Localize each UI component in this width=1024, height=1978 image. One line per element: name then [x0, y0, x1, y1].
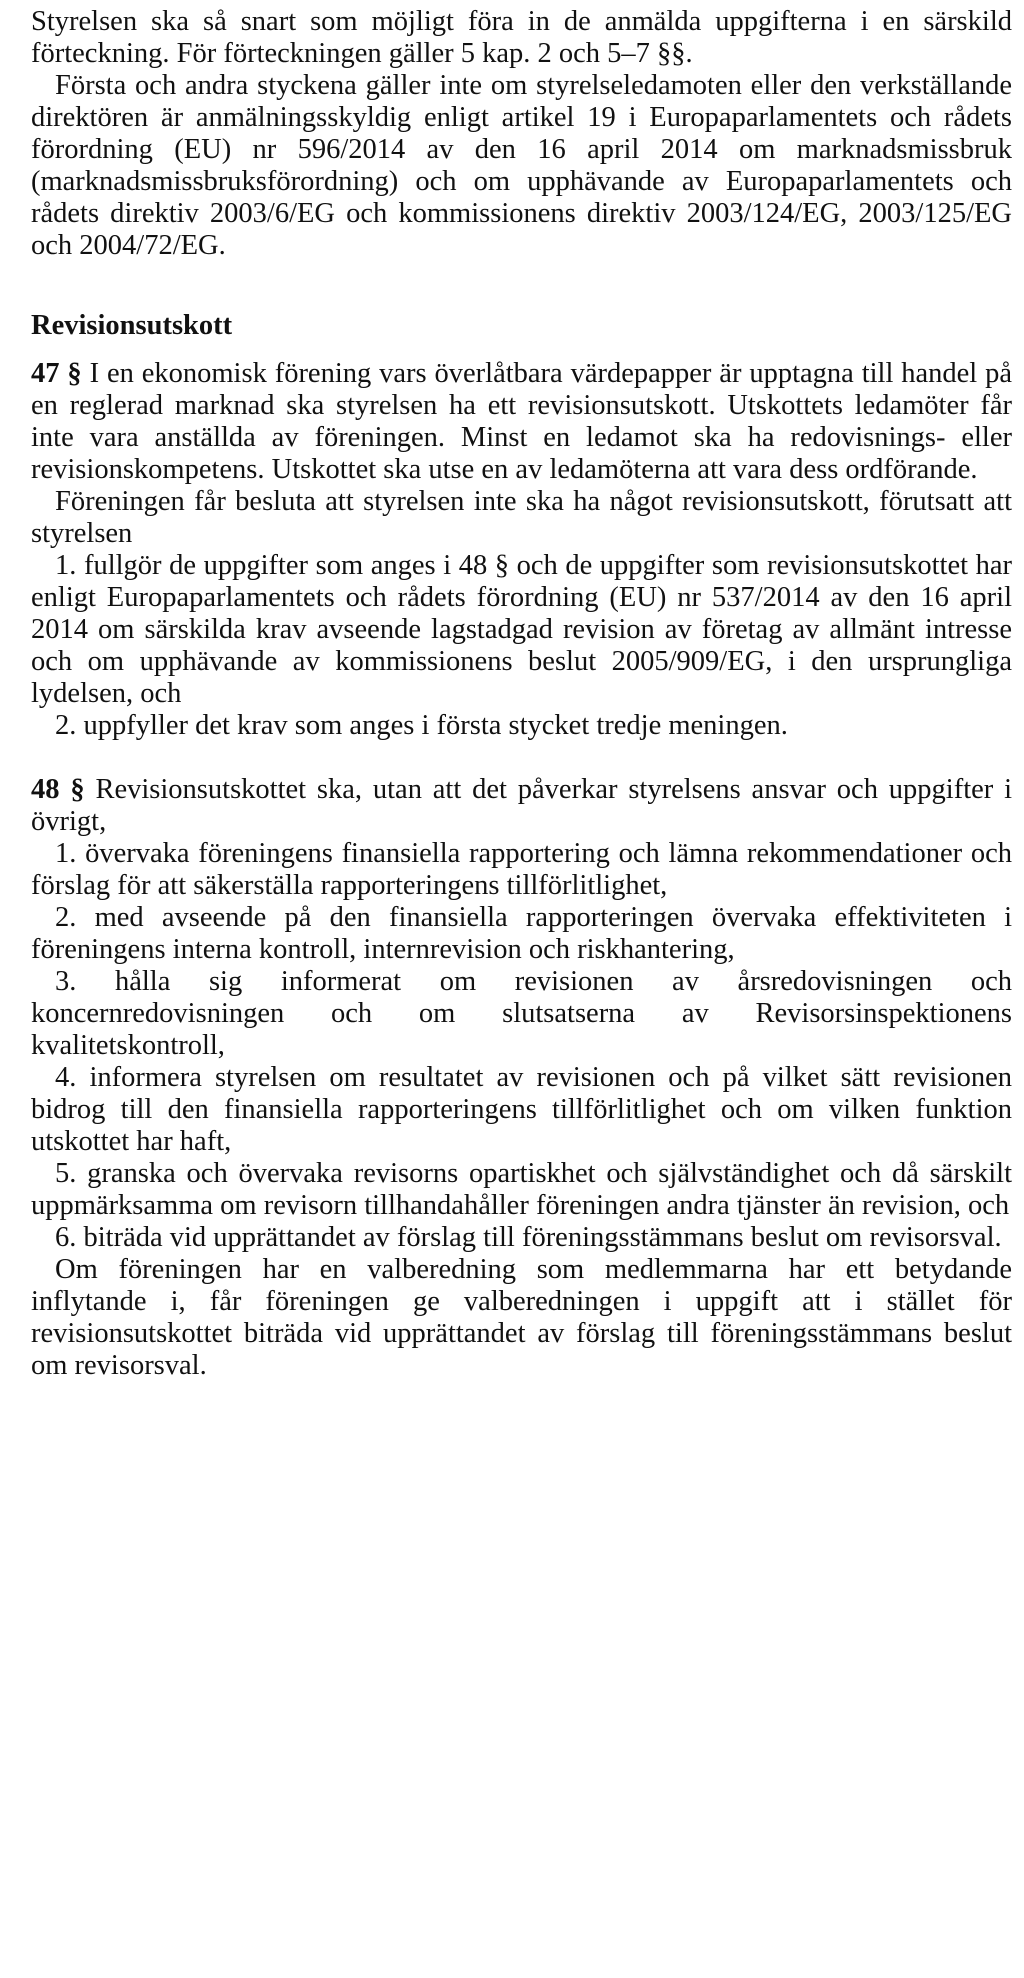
section-48-list-item-4: 4. informera styrelsen om resultatet av revisionen och på vilket sätt revisionen bidrog till den finansiella rapporteringens tillförlitlighet och om vilken funktion utskottet har haft, — [31, 1062, 1012, 1157]
section-47-number: 47 § — [31, 358, 82, 389]
section-heading: Revisionsutskott — [31, 310, 233, 341]
section-48-list-item-3: 3. hålla sig informerat om revisionen av årsredovisningen och koncernredovisningen och om slutsatserna av Revisorsinspektionens kvalitetskontroll, — [31, 966, 1012, 1061]
intro-paragraph-2: Första och andra styckena gäller inte om styrelseledamoten eller den verkställande direktören är anmälningsskyldig enligt artikel 19 i Europaparlamentets och rådets förordning (EU) nr 596/2014 av den 16 april 2014 om marknadsmissbruk (marknadsmissbruksförordning) och om upphävande av Europaparlamentets och rådets direktiv 2003/6/EG och kommissionens direktiv 2003/124/EG, 2003/125/EG och 2004/72/EG. — [31, 70, 1012, 261]
section-48-text-1: Revisionsutskottet ska, utan att det påverkar styrelsens ansvar och uppgifter i övrigt, — [31, 774, 1013, 837]
section-48-paragraph-2: Om föreningen har en valberedning som medlemmarna har ett betydande inflytande i, får föreningen ge valberedningen i uppgift att i stället för revisionsutskottet biträda vid upprättandet av förslag till föreningsstämmans beslut om revisorsval. — [31, 1254, 1012, 1381]
section-47-paragraph-1 — [31, 358, 1012, 486]
section-48-list-item-2: 2. med avseende på den finansiella rapporteringen övervaka effektiviteten i föreningens interna kontroll, internrevision och riskhantering, — [31, 902, 1012, 965]
document-page — [31, 6, 1012, 1382]
section-48-number: 48 § — [31, 774, 85, 805]
section-47-list-item-2: 2. uppfyller det krav som anges i första stycket tredje meningen. — [55, 710, 788, 741]
intro-paragraph-1: Styrelsen ska så snart som möjligt föra in de anmälda uppgifterna i en särskild förteckning. För förteckningen gäller 5 kap. 2 och 5–7 §§. — [31, 6, 1012, 69]
section-47-list-item-1: 1. fullgör de uppgifter som anges i 48 § och de uppgifter som revisionsutskottet har enligt Europaparlamentets och rådets förordning (EU) nr 537/2014 av den 16 april 2014 om särskilda krav avseende lagstadgad revision av företag av allmänt intresse och om upphävande av kommissionens beslut 2005/909/EG, i den ursprungliga lydelsen, och — [31, 550, 1012, 709]
section-48-list-item-5: 5. granska och övervaka revisorns opartiskhet och självständighet och då särskilt uppmärksamma om revisorn tillhandahåller föreningen andra tjänster än revision, och — [31, 1158, 1012, 1221]
section-48-list-item-6: 6. biträda vid upprättandet av förslag till föreningsstämmans beslut om revisorsval. — [55, 1222, 1002, 1253]
section-48-list-item-1: 1. övervaka föreningens finansiella rapportering och lämna rekommendationer och förslag för att säkerställa rapporteringens tillförlitlighet, — [31, 838, 1012, 901]
section-47-paragraph-2: Föreningen får besluta att styrelsen inte ska ha något revisionsutskott, förutsatt att styrelsen — [31, 486, 1012, 549]
section-47-text-1: I en ekonomisk förening vars överlåtbara värdepapper är upptagna till handel på en reglerad marknad ska styrelsen ha ett revisionsutskott. Utskottets ledamöter får inte vara anställda av föreningen. Minst en ledamot ska ha redovisnings- eller revisionskompetens. Utskottet ska utse en av ledamöterna att vara dess ordförande. — [31, 358, 1013, 485]
section-48-paragraph-1 — [31, 774, 1012, 838]
